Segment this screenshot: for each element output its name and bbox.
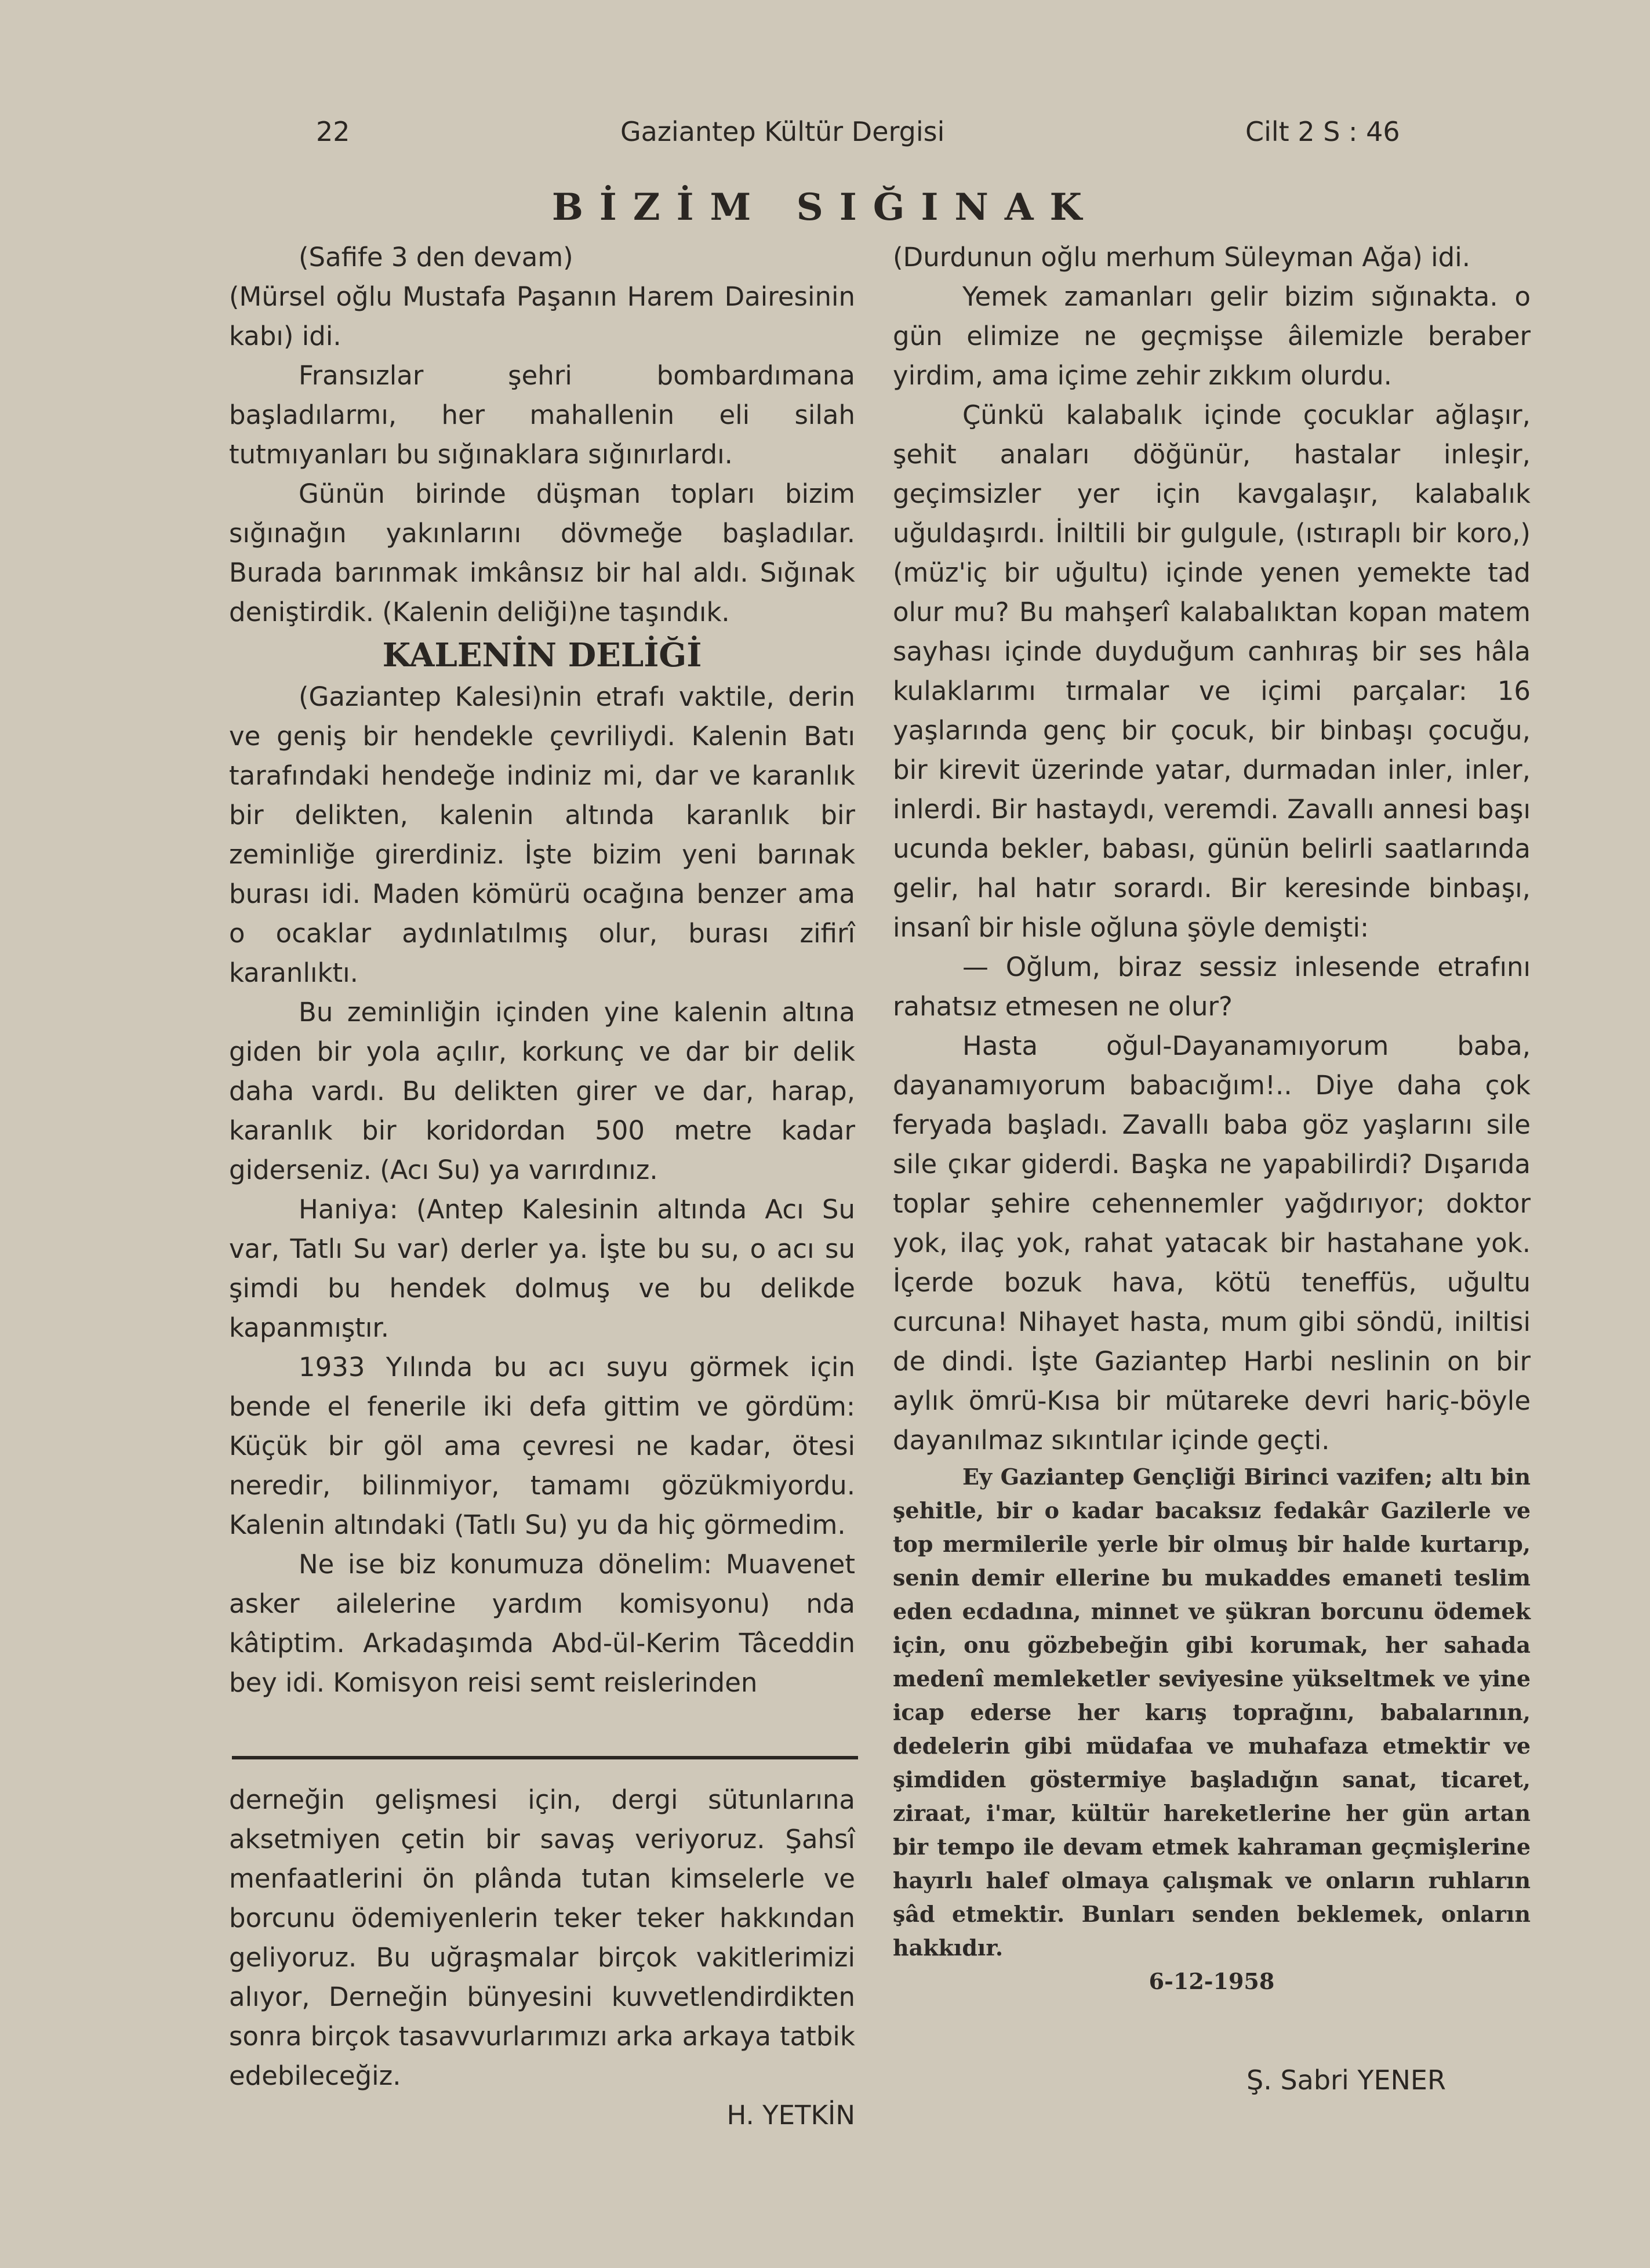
paragraph: (Safife 3 den devam) [299,242,573,273]
paragraph: Haniya: (Antep Kalesinin altında Acı Su var, Tatlı Su var) derler ya. İşte bu su, o acı su şimdi bu hendek dolmuş ve bu delikde kapanmıştır. [229,1194,855,1343]
paragraph: Günün birinde düşman topları bizim sığınağın yakınlarını dövmeğe başladılar. Burada barınmak imkânsız bir hal aldı. Sığınak deniştirdik. (Kalenin deliği)ne taşındık. [229,478,855,627]
section-subtitle: KALENİN DELİĞİ [382,636,702,674]
right-column [893,238,1531,1998]
closing-address [893,1460,1531,1998]
paragraph: 1933 Yılında bu acı suyu görmek için bende el fenerile iki defa gittim ve gördüm: Küçük bir göl ama çevresi ne kadar, ötesi neredir, bilinmiyor, tamamı gözükmiyordu. Kalenin altındaki (Tatlı Su) yu da hiç görmedim. [229,1352,855,1540]
paragraph: Fransızlar şehri bombardımana başladılarmı, her mahallenin eli silah tutmıyanları bu sığınaklara sığınırlardı. [229,360,855,470]
paragraph: (Gaziantep Kalesi)nin etrafı vaktile, derin ve geniş bir hendekle çevriliydi. Kalenin Batı tarafındaki hendeğe indiniz mi, dar ve karanlık bir delikten, kalenin altında karanlık bir zeminliğe girerdiniz. İşte bizim yeni barınak burası idi. Maden kömürü ocağına benzer ama o ocaklar aydınlatılmış olur, burası zifirî karanlıktı. [229,681,855,988]
author-signature: Ş. Sabri YENER [1246,2064,1446,2096]
paragraph: Çünkü kalabalık içinde çocuklar ağlaşır, şehit anaları döğünür, hastalar inleşir, geçimsizler yer için kavgalaşır, kalabalık uğuldaşırdı. İniltili bir gulgule, (ıstıraplı bir koro,) (müz'iç bir uğultu) içinde yenen yemekte tad olur mu? Bu mahşerî kalabalıktan kopan matem sayhası içinde duyduğum canhıraş bir ses hâla kulaklarımı tırmalar ve içimi parçalar: 16 yaşlarında genç bir çocuk, bir binbaşı çocuğu, bir kirevit üzerinde yatar, durmadan inler, inler, inlerdi. Bir hastaydı, veremdi. Zavallı annesi başı ucunda bekler, babası, günün belirli saatlarında gelir, hal hatır sorardı. Bir keresinde binbaşı, insanî bir hisle oğluna şöyle demişti: [893,400,1531,943]
paragraph: (Durdunun oğlu merhum Süleyman Ağa) idi. [893,242,1471,273]
article-title: BİZİM SIĞINAK [551,186,1099,229]
volume-info: Cilt 2 S : 46 [1245,116,1400,147]
paragraph: — Oğlum, biraz sessiz inlesende etrafını rahatsız etmesen ne olur? [893,952,1531,1022]
paragraph: derneğin gelişmesi için, dergi sütunlarına aksetmiyen çetin bir savaş veriyoruz. Şahsî menfaatlerini ön plânda tutan kimselerle ve borcunu ödemiyenlerin teker teker hakkından geliyoruz. Bu uğraşmalar birçok vakitlerimizi alıyor, Derneğin bünyesini kuvvetlendirdikten sonra birçok tasavvurlarımızı arka arkaya tatbik edebileceğiz. [229,1784,855,2091]
paragraph: Yemek zamanları gelir bizim sığınakta. o gün elimize ne geçmişse âilemizle beraber yirdim, ama içime zehir zıkkım olurdu. [893,281,1531,391]
magazine-title: Gaziantep Kültür Dergisi [620,116,945,147]
paragraph: Ne ise biz konumuza dönelim: Muavenet asker ailelerine yardım komisyonu) nda kâtiptim. Arkadaşımda Abd-ül-Kerim Tâceddin bey idi. Komisyon reisi semt reislerinden [229,1549,855,1698]
paragraph: Ey Gaziantep Gençliği Birinci vazifen; altı bin şehitle, bir o kadar bacaksız fedakâr Gazilerle ve top mermilerile yerle bir olmuş bir halde kurtarıp, senin demir ellerine bu mukaddes emaneti teslim eden ecdadına, minnet ve şükran borcunu ödemek için, onu gözbebeğin gibi korumak, her sahada medenî memleketler seviyesine yükseltmek ve yine icap ederse her karış toprağını, babalarının, dedelerin gibi müdafaa ve muhafaza etmektir ve şimdiden göstermiye başladığın sanat, ticaret, ziraat, i'mar, kültür hareketlerine her gün artan bir tempo ile devam etmek kahraman geçmişlerine hayırlı halef olmaya çalışmak ve onların ruhların şâd etmektir. Bunları senden beklemek, onların hakkıdır. [893,1464,1531,1961]
page-number: 22 [316,116,350,147]
section-divider [232,1756,858,1759]
bottom-left-block [229,1780,855,2135]
paragraph: Hasta oğul-Dayanamıyorum baba, dayanamıyorum babacığım!.. Diye daha çok feryada başladı. Zavallı baba göz yaşlarını sile sile çıkar giderdi. Başka ne yapabilirdi? Dışarıda toplar şehire cehennemler yağdırıyor; doktor yok, ilaç yok, rahat yatacak bir hastahane yok. İçerde bozuk hava, kötü teneffüs, uğultu curcuna! Nihayet hasta, mum gibi söndü, iniltisi de dindi. İşte Gaziantep Harbi neslinin on bir aylık ömrü-Kısa bir mütareke devri hariç-böyle dayanılmaz sıkıntılar içinde geçti. [893,1030,1531,1456]
page-header [0,116,1650,168]
paragraph: (Mürsel oğlu Mustafa Paşanın Harem Dairesinin kabı) idi. [229,281,855,351]
author-signature: H. YETKİN [726,2100,855,2131]
left-column [229,238,855,1703]
article-date: 6-12-1958 [1149,1968,1275,1994]
paragraph: Bu zeminliğin içinden yine kalenin altına giden bir yola açılır, korkunç ve dar bir delik daha vardı. Bu delikten girer ve dar, harap, karanlık bir koridordan 500 metre kadar giderseniz. (Acı Su) ya varırdınız. [229,997,855,1185]
